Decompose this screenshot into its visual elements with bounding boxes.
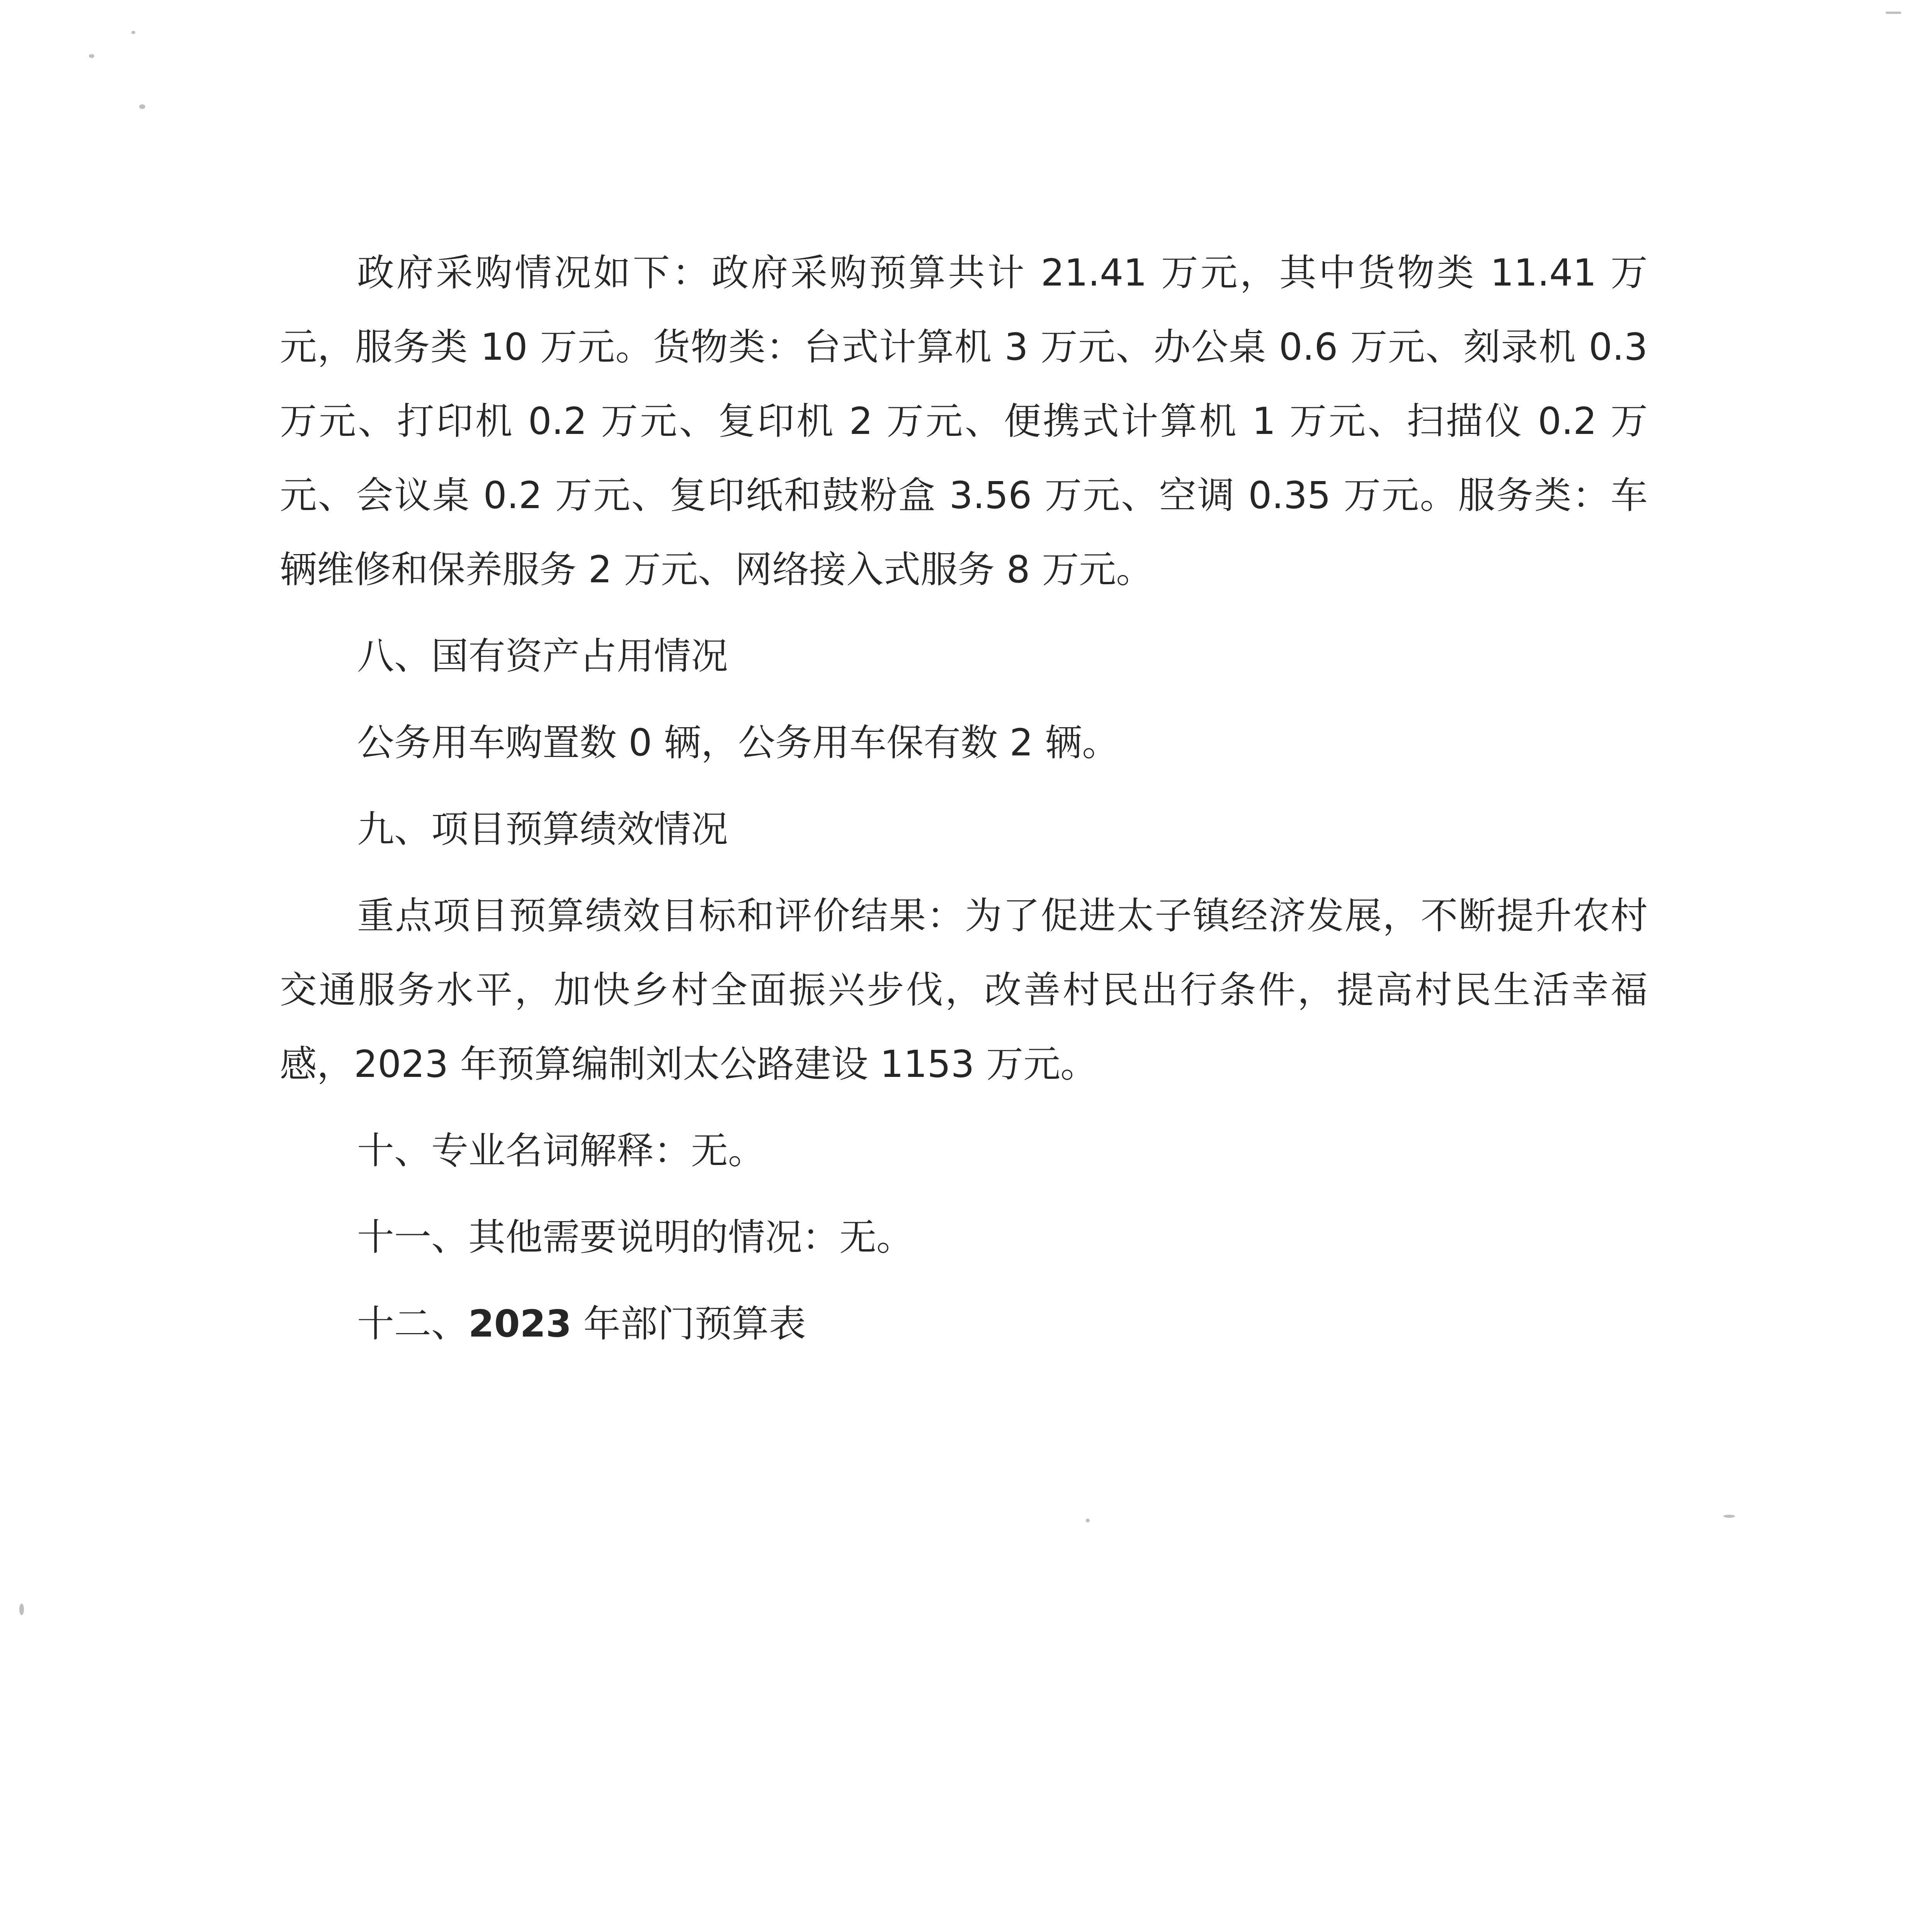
section-12-suffix: 年部门预算表	[572, 1302, 806, 1345]
scan-speck	[1723, 1515, 1735, 1518]
section-9-body: 重点项目预算绩效目标和评价结果：为了促进太子镇经济发展，不断提升农村交通服务水平，加快乡村全面振兴步伐，改善村民出行条件，提高村民生活幸福感，2023 年预算编制刘太公路建设 1153 万元。	[280, 894, 1648, 1086]
document-body	[280, 236, 1648, 1373]
section-11-heading: 十一、其他需要说明的情况：无。	[357, 1216, 913, 1259]
scan-speck	[1086, 1519, 1090, 1522]
section-12-prefix: 十二、	[357, 1302, 468, 1345]
section-12-year: 2023	[468, 1302, 572, 1345]
scan-speck	[19, 1604, 24, 1615]
section-8-heading: 八、国有资产占用情况	[357, 634, 728, 678]
section-9-heading: 九、项目预算绩效情况	[357, 808, 728, 851]
section-10-heading: 十、专业名词解释：无。	[357, 1129, 765, 1172]
scan-speck	[131, 31, 135, 34]
scan-speck	[89, 54, 94, 58]
section-8-body: 公务用车购置数 0 辆，公务用车保有数 2 辆。	[357, 721, 1119, 764]
section-12-heading	[280, 1287, 1648, 1361]
procurement-paragraph: 政府采购情况如下：政府采购预算共计 21.41 万元，其中货物类 11.41 万元，服务类 10 万元。货物类：台式计算机 3 万元、办公桌 0.6 万元、刻录机 0.3 万元、打印机 0.2 万元、复印机 2 万元、便携式计算机 1 万元、扫描仪 0.2 万元、会议桌 0.2 万元、复印纸和鼓粉盒 3.56 万元、空调 0.35 万元。服务类：车辆维修和保养服务 2 万元、网络接入式服务 8 万元。	[280, 251, 1648, 591]
scan-speck	[1886, 12, 1901, 14]
scan-speck	[139, 104, 145, 109]
